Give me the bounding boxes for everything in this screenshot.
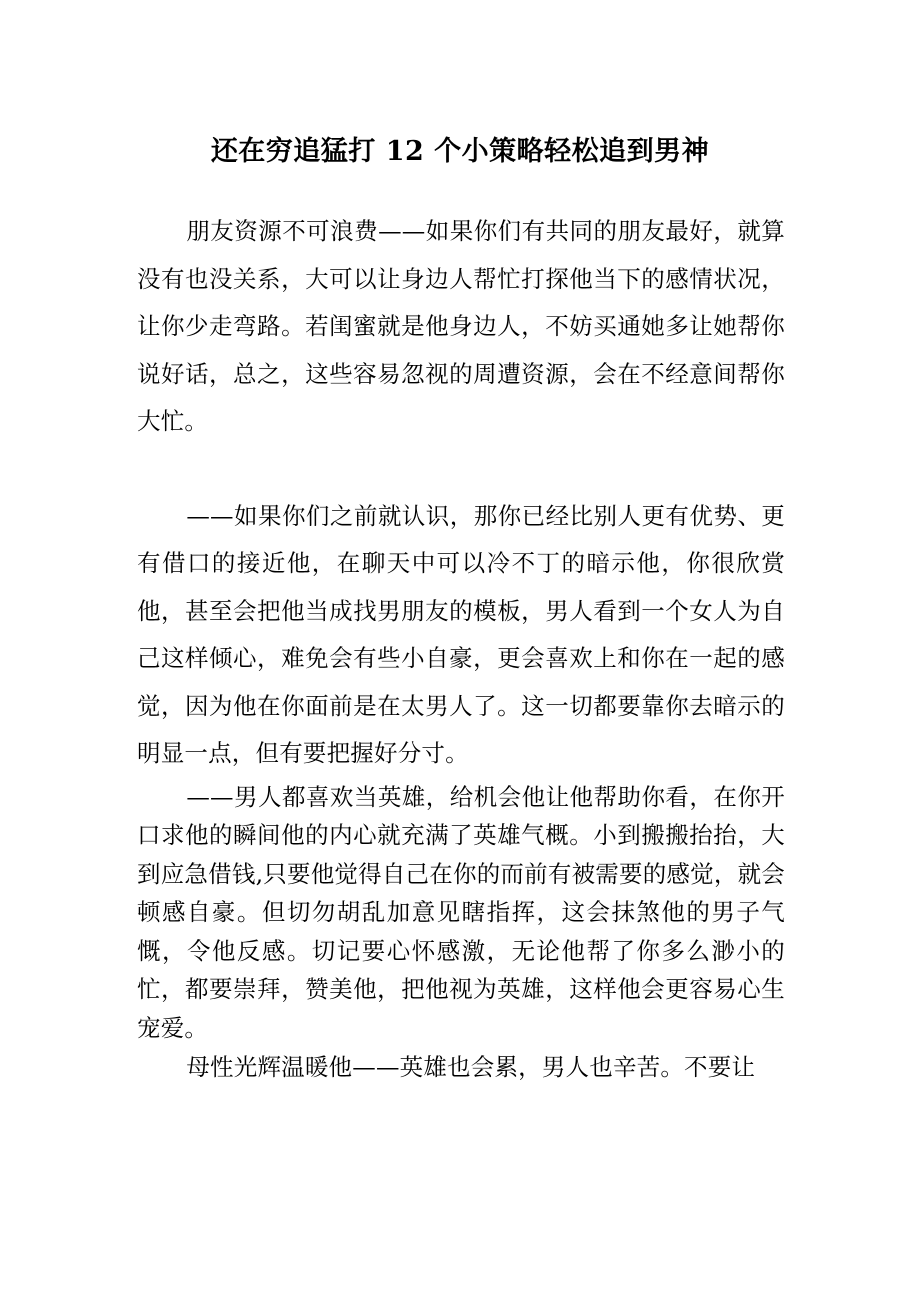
body-paragraph-2: ——如果你们之前就认识，那你已经比别人更有优势、更有借口的接近他，在聊天中可以冷不丁的暗示他，你很欣赏他，甚至会把他当成找男朋友的模板，男人看到一个女人为自己这样倾心，难免会有些小自豪，更会喜欢上和你在一起的感觉，因为他在你面前是在太男人了。这一切都要靠你去暗示的明显一点，但有要把握好分寸。 xyxy=(137,501,785,767)
body-paragraph-4: 母性光辉温暖他——英雄也会累，男人也辛苦。不要让 xyxy=(186,1053,756,1081)
page-title: 还在穷追猛打 12 个小策略轻松追到男神 xyxy=(210,136,710,168)
document-body xyxy=(137,208,785,1087)
body-paragraph-3: ——男人都喜欢当英雄，给机会他让他帮助你看，在你开口求他的瞬间他的内心就充满了英雄气概。小到搬搬抬抬，大到应急借钱,只要他觉得自己在你的而前有被需要的感觉，就会顿感自豪。但切勿胡乱加意见瞎指挥，这会抹煞他的男子气慨，令他反感。切记要心怀感激，无论他帮了你多么渺小的忙，都要崇拜，赞美他，把他视为英雄，这样他会更容易心生宠爱。 xyxy=(137,782,785,1042)
body-paragraph-1: 朋友资源不可浪费——如果你们有共同的朋友最好，就算没有也没关系，大可以让身边人帮忙打探他当下的感情状况，让你少走弯路。若闺蜜就是他身边人，不妨买通她多让她帮你说好话，总之，这些容易忽视的周遭资源，会在不经意间帮你大忙。 xyxy=(137,217,785,435)
